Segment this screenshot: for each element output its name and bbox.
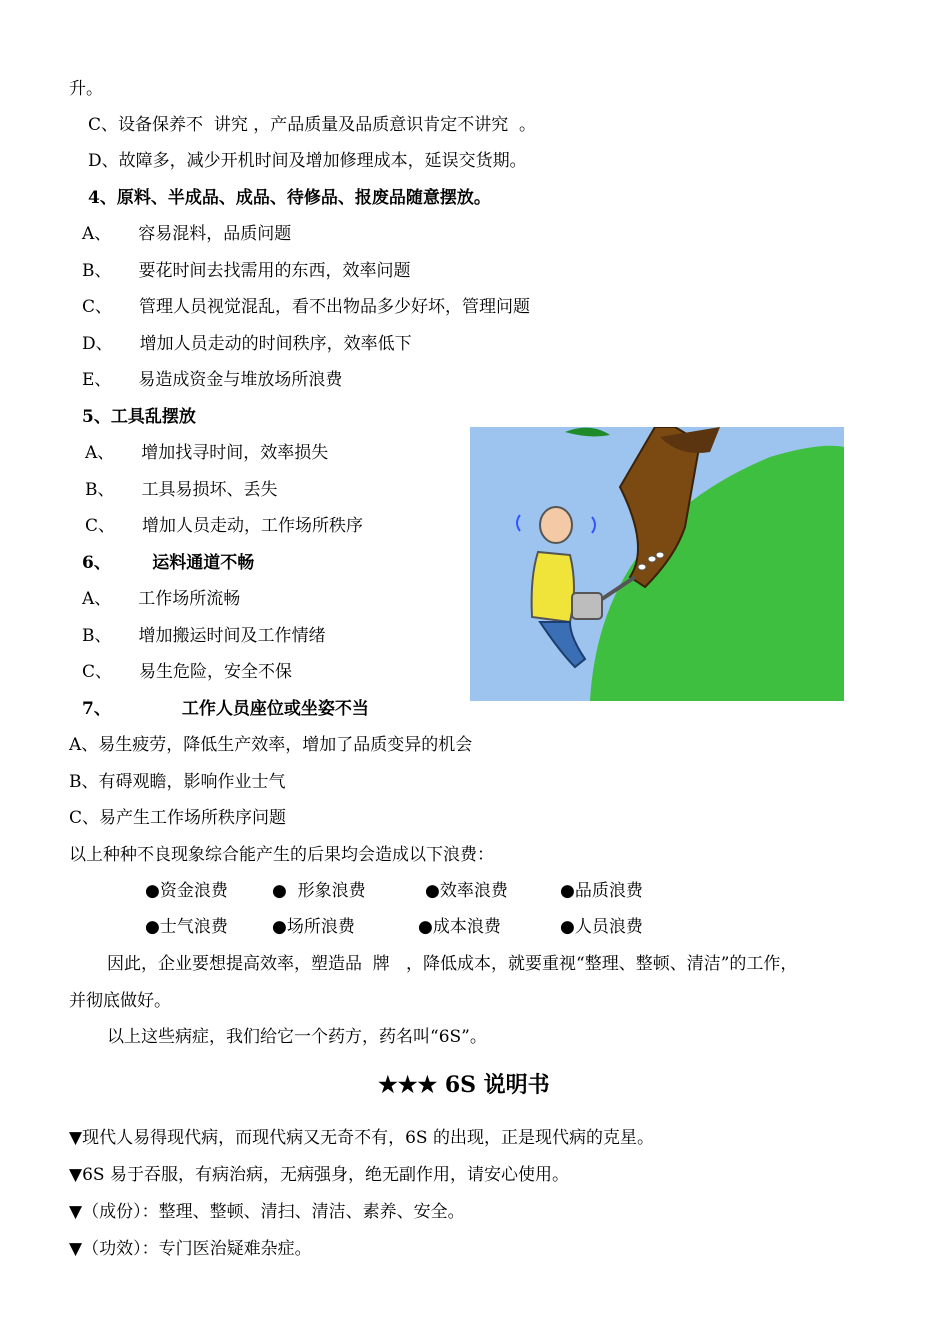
text-line: C、设备保养不 讲究 ，产品质量及品质意识肯定不讲究 。 [88, 115, 537, 135]
paragraph-line: 并彻底做好。 [69, 991, 171, 1011]
list-item: A、 增加找寻时间，效率损失 [85, 443, 329, 463]
list-item: C、易产生工作场所秩序问题 [69, 808, 287, 828]
section-heading-5: 5、工具乱摆放 [82, 407, 196, 427]
text-line: 升。 [69, 79, 103, 99]
list-item: A、 容易混料，品质问题 [82, 224, 292, 244]
watering-tree-illustration [470, 427, 844, 701]
waste-item: ●品质浪费 [560, 881, 643, 901]
bullet-line: ▼6S 易于吞服，有病治病，无病强身，绝无副作用，请安心使用。 [69, 1165, 569, 1185]
list-item: B、 增加搬运时间及工作情绪 [82, 626, 326, 646]
section-heading-7: 7、 工作人员座位或坐姿不当 [82, 699, 369, 719]
flower [656, 552, 664, 558]
waste-item: ●成本浪费 [418, 917, 501, 937]
paragraph-line: 以上这些病症，我们给它一个药方，药名叫“6S”。 [107, 1027, 487, 1047]
waste-item: ●场所浪费 [272, 917, 355, 937]
paragraph-line: 因此，企业要想提高效率，塑造品 牌 ，降低成本，就要重视“整理、整顿、清洁”的工作， [107, 954, 798, 974]
list-item: C、 易生危险，安全不保 [82, 662, 293, 682]
list-item: A、易生疲劳，降低生产效率，增加了品质变异的机会 [69, 735, 473, 755]
watering-can [572, 593, 602, 619]
waste-item: ●人员浪费 [560, 917, 643, 937]
waste-item: ●资金浪费 [145, 881, 228, 901]
bullet-line: ▼（成份）：整理、整顿、清扫、清洁、素养、安全。 [69, 1202, 465, 1222]
list-item: E、 易造成资金与堆放场所浪费 [82, 370, 343, 390]
waste-item: ●士气浪费 [145, 917, 228, 937]
list-item: B、 工具易损坏、丢失 [85, 480, 278, 500]
flower [638, 564, 646, 570]
bullet-line: ▼（功效）：专门医治疑难杂症。 [69, 1239, 312, 1259]
section-heading-6: 6、 运料通道不畅 [82, 553, 255, 573]
list-item: A、 工作场所流畅 [82, 589, 241, 609]
man-head [540, 507, 572, 543]
flower [648, 556, 656, 562]
bullet-line: ▼现代人易得现代病，而现代病又无奇不有，6S 的出现，正是现代病的克星。 [69, 1128, 654, 1148]
list-item: C、 管理人员视觉混乱，看不出物品多少好坏，管理问题 [82, 297, 531, 317]
waste-item: ● 形象浪费 [272, 881, 366, 901]
section-heading-4: 4、原料、半成品、成品、待修品、报废品随意摆放。 [88, 188, 491, 208]
section-title: ★★★ 6S 说明书 [378, 1072, 550, 1098]
text-line: D、故障多，减少开机时间及增加修理成本，延误交货期。 [88, 151, 527, 171]
summary-line: 以上种种不良现象综合能产生的后果均会造成以下浪费： [69, 845, 494, 865]
list-item: D、 增加人员走动的时间秩序，效率低下 [82, 334, 412, 354]
list-item: B、有碍观瞻，影响作业士气 [69, 772, 286, 792]
man-shirt [532, 552, 574, 622]
list-item: B、 要花时间去找需用的东西，效率问题 [82, 261, 411, 281]
list-item: C、 增加人员走动，工作场所秩序 [85, 516, 364, 536]
waste-item: ●效率浪费 [425, 881, 508, 901]
